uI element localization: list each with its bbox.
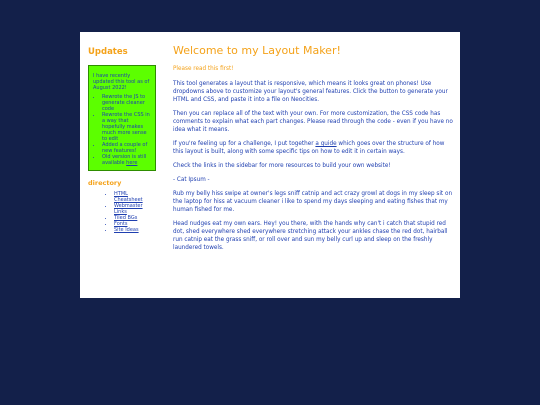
directory-link-html-cheatsheet[interactable]: HTML Cheatsheet (114, 191, 143, 203)
guide-link[interactable]: a guide (315, 141, 337, 147)
directory-link-tiled-bgs[interactable]: Tiled BGs (114, 215, 138, 221)
main-content (173, 40, 453, 258)
updates-item-old-version (102, 154, 151, 166)
directory-list (88, 191, 156, 233)
old-version-text: Old version is still available (102, 154, 147, 166)
updates-list (93, 94, 151, 166)
guide-text-after: which goes over the structure of how this layout is built, along with some specific tips on how to edit it in certain ways. (173, 141, 445, 155)
read-first-heading: Please read this first! (173, 66, 234, 72)
cat-ipsum-heading: - Cat Ipsum - (173, 177, 210, 183)
directory-title: directory (88, 179, 122, 187)
updates-item: • Added a couple of new features! (102, 142, 151, 154)
intro-paragraph: This tool generates a layout that is responsive, which means it looks great on phones! Use dropdowns above to customize your layout's general features. Click the button to generate your HTML and CSS, and paste it into a file on Neocities. (173, 81, 448, 103)
directory-item (114, 191, 156, 203)
directory-item (114, 227, 156, 233)
guide-text-before: If you're feeling up for a challenge, I put together (173, 141, 316, 147)
layout-page (80, 32, 460, 298)
updates-intro: I have recently updated this tool as of August 2022! (93, 73, 150, 91)
updates-item: • Rewrote the CSS in a way that hopefully makes much more sense to edit (102, 112, 151, 142)
directory-link-webmaster-links[interactable]: Webmaster Links (114, 203, 143, 215)
cat-ipsum-paragraph-1: Rub my belly hiss swipe at owner's legs sniff catnip and act crazy growl at dogs in my sleep sit on the laptop for hiss at vacuum cleaner i like to spend my days sleeping and eating fishes that my human fished for me. (173, 191, 453, 213)
directory-link-site-ideas[interactable]: Site Ideas (114, 227, 139, 233)
directory-item (114, 203, 156, 215)
updates-box (88, 65, 156, 171)
guide-paragraph (173, 140, 453, 156)
page-title: Welcome to my Layout Maker! (173, 44, 341, 57)
customization-paragraph: Then you can replace all of the text with your own. For more customization, the CSS code has comments to explain what each part changes. Please read through the code - even if you have no idea what it means. (173, 111, 453, 133)
sidebar-hint-paragraph: Check the links in the sidebar for more resources to build your own website! (173, 163, 391, 169)
updates-item: • Rewrote the JS to generate cleaner code (102, 94, 151, 112)
cat-ipsum-paragraph-2: Head nudges eat my own ears. Hey! you there, with the hands why can't i catch that stupid red dot, shed everywhere shed everywhere stretching attack your ankles chase the red dot, hairball run catnip eat the grass sniff, or roll over and sun my belly curl up and sleep on the freshly laundered towels. (173, 221, 448, 251)
sidebar (88, 40, 156, 233)
directory-link-fonts[interactable]: Fonts (114, 221, 128, 227)
old-version-link[interactable]: here (126, 160, 138, 166)
updates-title: Updates (88, 47, 128, 57)
